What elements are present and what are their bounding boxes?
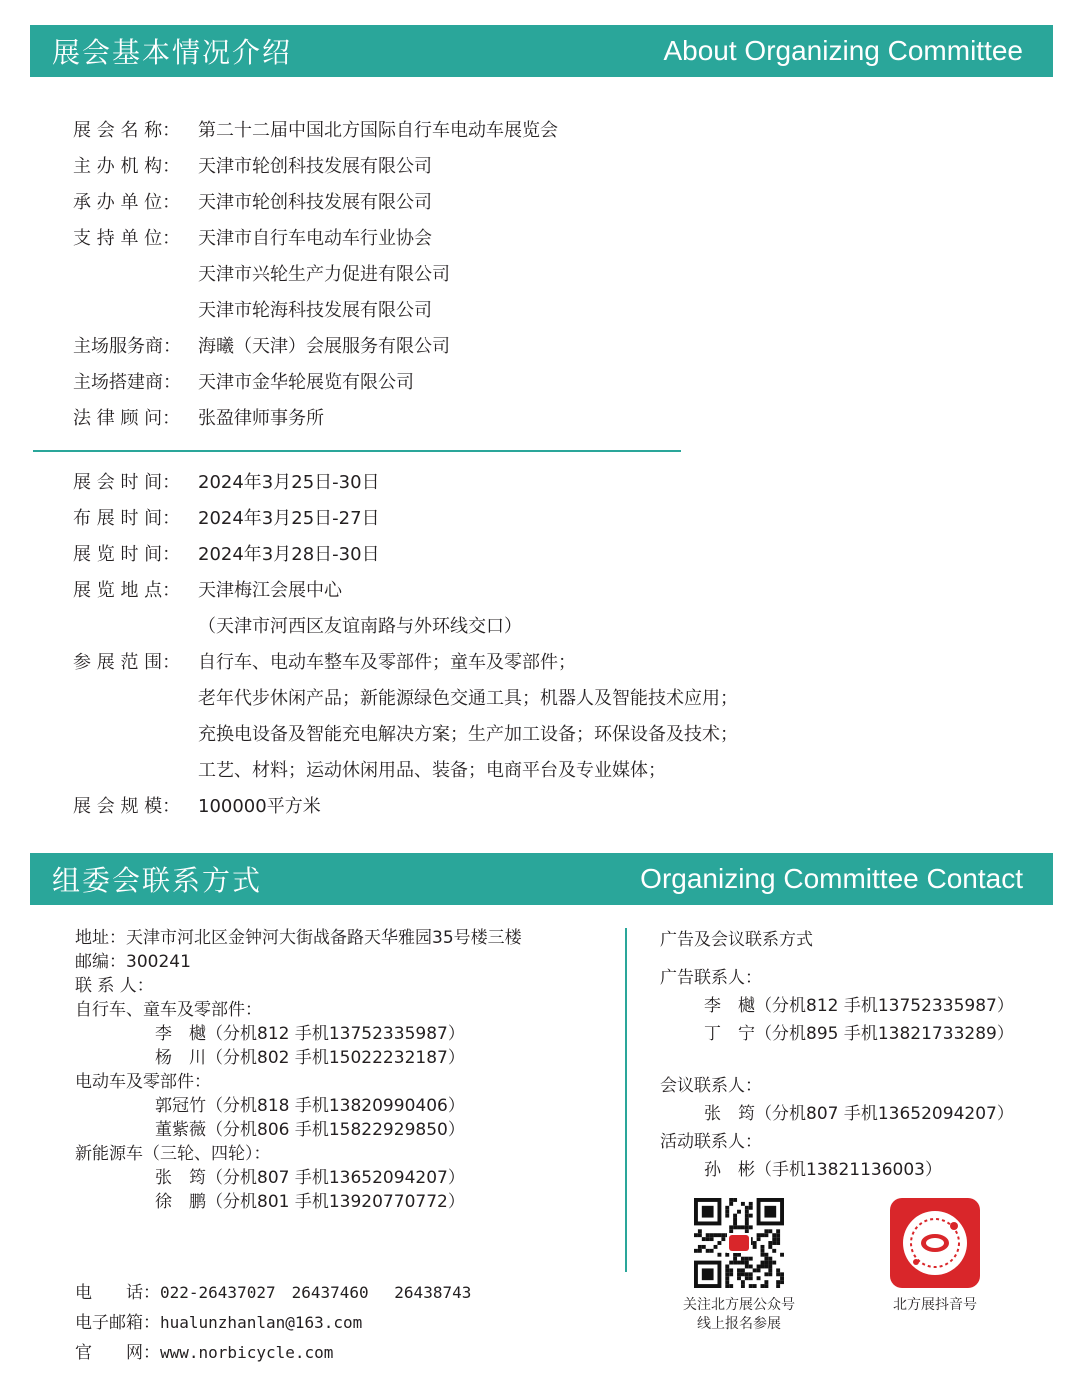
group-label: 新能源车（三轮、四轮）： bbox=[75, 1144, 271, 1164]
info-row bbox=[73, 363, 833, 399]
section-banner-contact bbox=[30, 853, 1053, 905]
ad-contact-person: 李 樾（分机812 手机13752335987） bbox=[704, 996, 1014, 1016]
contact-person: 徐 鹏（分机801 手机13920770772） bbox=[155, 1192, 465, 1212]
info-label: 展 览 地 点： bbox=[73, 580, 181, 601]
douyin-caption: 北方展抖音号 bbox=[893, 1297, 977, 1313]
info-row bbox=[73, 715, 833, 751]
email-row bbox=[75, 1308, 471, 1338]
contact-person: 杨 川（分机802 手机15022232187） bbox=[155, 1048, 465, 1068]
group-label: 自行车、童车及零部件： bbox=[75, 1000, 262, 1020]
info-value: 2024年3月28日-30日 bbox=[198, 544, 380, 565]
info-value: 工艺、材料；运动休闲用品、装备；电商平台及专业媒体； bbox=[198, 760, 666, 781]
website-row bbox=[75, 1338, 471, 1368]
info-row bbox=[73, 499, 833, 535]
qr-code-icon bbox=[694, 1198, 784, 1288]
section-title-cn: 展会基本情况介绍 bbox=[52, 36, 293, 69]
wechat-qr-code[interactable] bbox=[694, 1198, 784, 1288]
info-label: 参 展 范 围： bbox=[73, 652, 181, 673]
section-banner-about bbox=[30, 25, 1053, 77]
info-row bbox=[73, 291, 833, 327]
website-link[interactable]: www.norbicycle.com bbox=[160, 1343, 334, 1362]
qr-caption-line1: 关注北方展公众号 bbox=[683, 1297, 795, 1313]
info-label: 展 会 时 间： bbox=[73, 472, 181, 493]
contact-person: 董紫薇（分机806 手机15822929850） bbox=[155, 1120, 465, 1140]
event-contact-label: 活动联系人： bbox=[660, 1132, 762, 1152]
douyin-block bbox=[860, 1198, 1010, 1315]
info-row bbox=[73, 147, 833, 183]
info-value: 张盈律师事务所 bbox=[198, 408, 324, 429]
info-row bbox=[73, 607, 833, 643]
info-value: 2024年3月25日-27日 bbox=[198, 508, 380, 529]
info-value: 充换电设备及智能充电解决方案；生产加工设备；环保设备及技术； bbox=[198, 724, 738, 745]
info-value: 老年代步休闲产品；新能源绿色交通工具；机器人及智能技术应用； bbox=[198, 688, 738, 709]
group-label: 电动车及零部件： bbox=[75, 1072, 211, 1092]
section-title-cn: 组委会联系方式 bbox=[52, 864, 263, 897]
info-row bbox=[73, 535, 833, 571]
info-row bbox=[73, 327, 833, 363]
info-row bbox=[73, 571, 833, 607]
right-title: 广告及会议联系方式 bbox=[660, 930, 813, 950]
event-contact-person: 孙 彬（手机13821136003） bbox=[704, 1160, 942, 1180]
info-label: 展 会 名 称： bbox=[73, 120, 181, 141]
info-label: 主 办 机 构： bbox=[73, 156, 181, 177]
info-row bbox=[73, 183, 833, 219]
info-value: 自行车、电动车整车及零部件；童车及零部件； bbox=[198, 652, 576, 673]
info-label: 主场服务商： bbox=[73, 336, 181, 357]
email-link[interactable]: hualunzhanlan@163.com bbox=[160, 1313, 363, 1332]
info-label: 展 会 规 模： bbox=[73, 796, 181, 817]
info-row bbox=[73, 255, 833, 291]
info-row bbox=[73, 787, 833, 823]
info-value: 海曦（天津）会展服务有限公司 bbox=[198, 336, 450, 357]
email-label: 电子邮箱： bbox=[75, 1313, 160, 1333]
schedule-info-list bbox=[73, 463, 833, 823]
contact-person: 张 筠（分机807 手机13652094207） bbox=[155, 1168, 465, 1188]
info-value: 2024年3月25日-30日 bbox=[198, 472, 380, 493]
phone-row bbox=[75, 1278, 471, 1308]
section-title-en: Organizing Committee Contact bbox=[640, 863, 1023, 894]
info-row bbox=[73, 111, 833, 147]
ad-contact-label: 广告联系人： bbox=[660, 968, 762, 988]
info-value: 第二十二届中国北方国际自行车电动车展览会 bbox=[198, 120, 558, 141]
info-value: 天津市轮创科技发展有限公司 bbox=[198, 192, 432, 213]
info-row bbox=[73, 643, 833, 679]
info-value: 100000平方米 bbox=[198, 796, 321, 817]
douyin-logo-icon bbox=[900, 1208, 970, 1278]
info-row bbox=[73, 679, 833, 715]
info-value: 天津梅江会展中心 bbox=[198, 580, 342, 601]
info-label: 承 办 单 位： bbox=[73, 192, 181, 213]
wechat-qr-block bbox=[664, 1198, 814, 1334]
phone-label: 电 话： bbox=[75, 1283, 160, 1303]
contacts-label: 联 系 人： bbox=[75, 976, 154, 996]
info-value: 天津市轮创科技发展有限公司 bbox=[198, 156, 432, 177]
info-value: （天津市河西区友谊南路与外环线交口） bbox=[198, 616, 522, 637]
info-value: 天津市金华轮展览有限公司 bbox=[198, 372, 414, 393]
info-label: 支 持 单 位： bbox=[73, 228, 181, 249]
info-row bbox=[73, 399, 833, 435]
exhibition-info-list bbox=[73, 111, 833, 435]
meeting-contact-label: 会议联系人： bbox=[660, 1076, 762, 1096]
general-contact-block bbox=[75, 1278, 471, 1368]
section-title-en: About Organizing Committee bbox=[663, 35, 1023, 66]
website-label: 官 网： bbox=[75, 1343, 160, 1363]
ad-meeting-contact-block bbox=[660, 926, 1014, 1184]
section-divider bbox=[33, 450, 681, 452]
info-row bbox=[73, 219, 833, 255]
info-value: 天津市轮海科技发展有限公司 bbox=[198, 300, 432, 321]
info-label: 法 律 顾 问： bbox=[73, 408, 181, 429]
meeting-contact-person: 张 筠（分机807 手机13652094207） bbox=[704, 1104, 1014, 1124]
douyin-code[interactable] bbox=[890, 1198, 980, 1288]
info-label: 布 展 时 间： bbox=[73, 508, 181, 529]
address-text: 地址：天津市河北区金钟河大街战备路天华雅园35号楼三楼 bbox=[75, 928, 522, 948]
info-row bbox=[73, 463, 833, 499]
info-label: 主场搭建商： bbox=[73, 372, 181, 393]
info-label: 展 览 时 间： bbox=[73, 544, 181, 565]
vertical-divider bbox=[625, 928, 627, 1272]
qr-caption-line2: 线上报名参展 bbox=[697, 1316, 781, 1332]
info-row bbox=[73, 751, 833, 787]
phone-numbers[interactable]: 022-26437027 26437460 26438743 bbox=[160, 1283, 472, 1302]
info-value: 天津市自行车电动车行业协会 bbox=[198, 228, 432, 249]
contact-person: 郭冠竹（分机818 手机13820990406） bbox=[155, 1096, 465, 1116]
contact-block bbox=[75, 926, 522, 1214]
contact-person: 李 樾（分机812 手机13752335987） bbox=[155, 1024, 465, 1044]
info-value: 天津市兴轮生产力促进有限公司 bbox=[198, 264, 450, 285]
postcode-text: 邮编：300241 bbox=[75, 952, 191, 972]
ad-contact-person: 丁 宁（分机895 手机13821733289） bbox=[704, 1024, 1014, 1044]
